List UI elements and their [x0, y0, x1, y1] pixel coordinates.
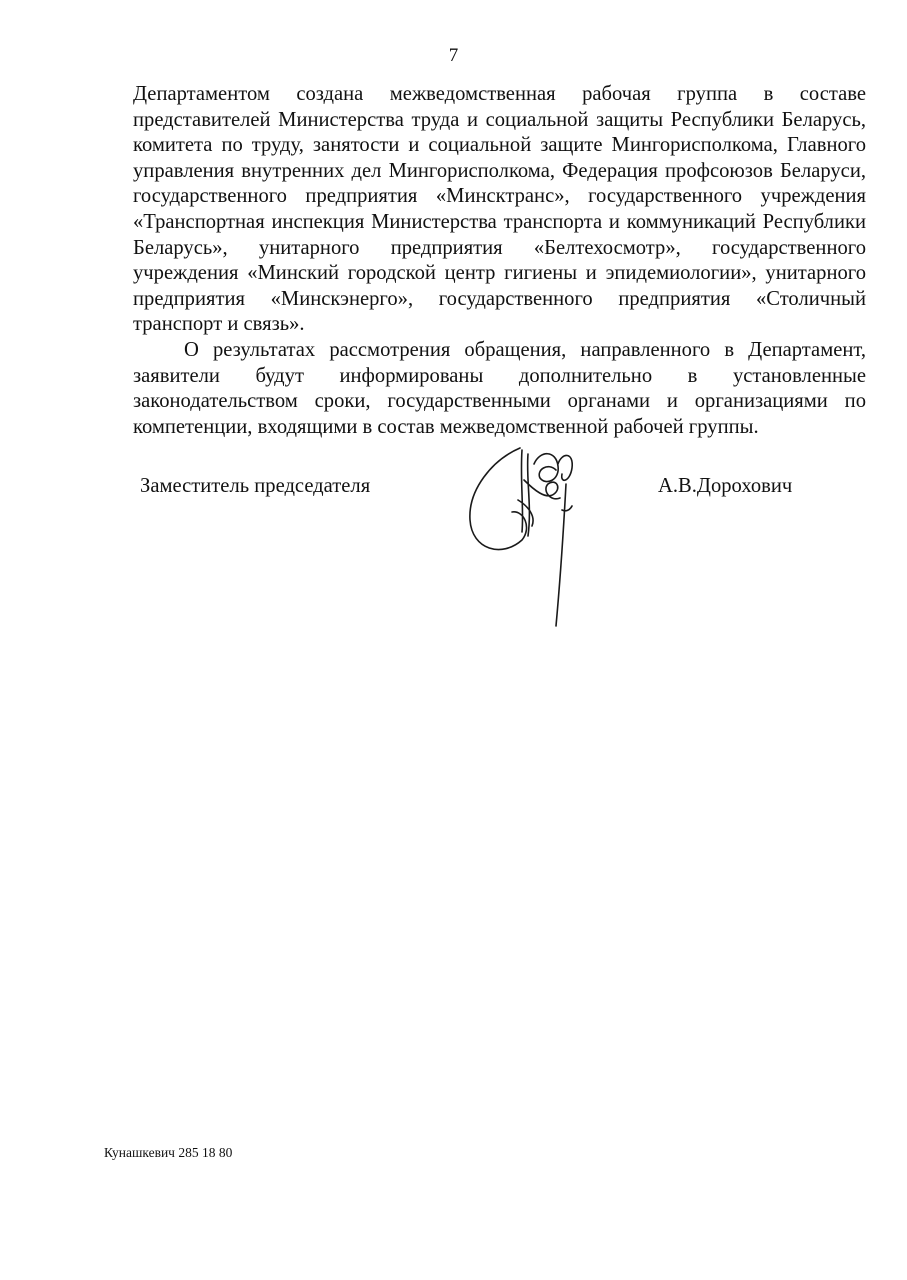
- executor-contact: Кунашкевич 285 18 80: [104, 1145, 233, 1160]
- signature-block: [0, 474, 907, 634]
- paragraph-results: О результатах рассмотрения обращения, направленного в Департамент, заявители будут информированы дополнительно в установленные законодательством сроки, государственными органами и организациями по компетенции, входящими в состав межведомственной рабочей группы.: [133, 338, 866, 438]
- letter-body: [133, 82, 866, 440]
- signer-name: А.В.Дорохович: [658, 475, 793, 497]
- handwritten-signature: [462, 440, 602, 630]
- page-number: 7: [448, 45, 459, 66]
- paragraph-working-group: Департаментом создана межведомственная рабочая группа в составе представителей Министерства труда и социальной защиты Республики Беларусь, комитета по труду, занятости и социальной защите Мингорисполкома, Главного управления внутренних дел Мингорисполкома, Федерация профсоюзов Беларуси, государственного предприятия «Минсктранс», государственного учреждения «Транспортная инспекция Министерства транспорта и коммуникаций Республики Беларусь», унитарного предприятия «Белтехосмотр», государственного учреждения «Минский городской центр гигиены и эпидемиологии», унитарного предприятия «Минскэнерго», государственного предприятия «Столичный транспорт и связь».: [133, 83, 866, 336]
- signer-title: Заместитель председателя: [140, 475, 371, 497]
